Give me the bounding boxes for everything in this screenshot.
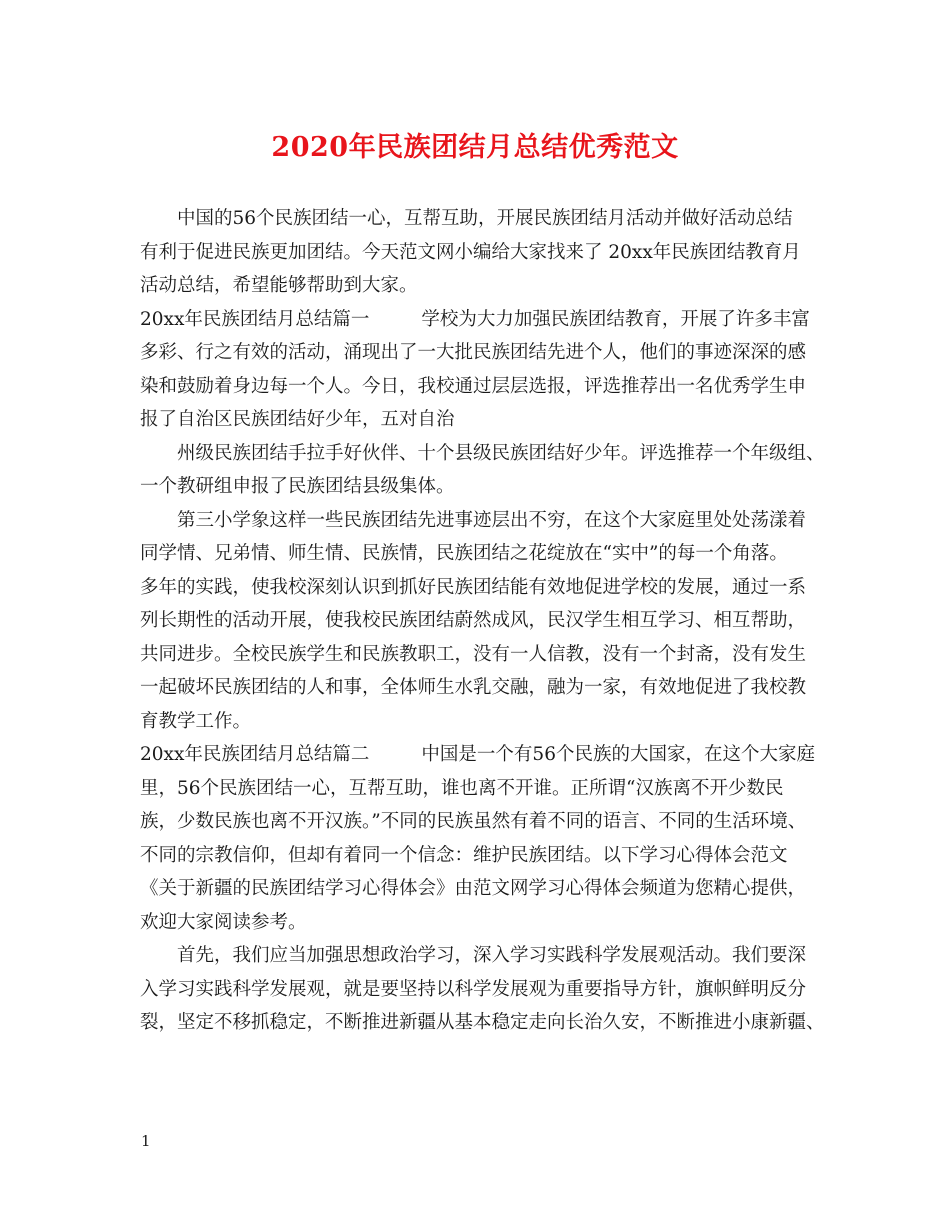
text-line: 里，56个民族团结一心，互帮互助，谁也离不开谁。正所谓“汉族离不开少数民 [140,777,784,799]
text-line: 学校为大力加强民族团结教育，开展了许多丰富 [421,308,810,330]
text-line: 活动总结，希望能够帮助到大家。 [140,275,418,296]
text-line: 共同进步。全校民族学生和民族教职工，没有一人信教，没有一个封斋，没有发生 [140,643,807,665]
text-line: 多年的实践，使我校深刻认识到抓好民族团结能有效地促进学校的发展，通过一系 [140,576,807,598]
text-line: 列长期性的活动开展，使我校民族团结蔚然成风，民汉学生相互学习、相互帮助， [140,610,807,631]
text-line: 欢迎大家阅读参考。 [140,911,307,933]
text-line: 中国是一个有56个民族的大国家，在这个大家庭 [421,744,815,765]
text-line: 一起破坏民族团结的人和事，全体师生水乳交融，融为一家，有效地促进了我校教 [140,677,807,698]
text-line: 第三小学象这样一些民族团结先进事迹层出不穷，在这个大家庭里处处荡漾着 [177,509,807,531]
section-heading-line [140,303,820,337]
text-line: 入学习实践科学发展观，就是要坚持以科学发展观为重要指导方针，旗帜鲜明反分 [140,978,807,1000]
text-line: 一个教研组申报了民族团结县级集体。 [140,476,455,497]
text-line: 育教学工作。 [140,710,252,732]
text-line: 多彩、行之有效的活动，涌现出了一大批民族团结先进个人，他们的事迹深深的感 [140,342,807,363]
text-line: 族，少数民族也离不开汉族。”不同的民族虽然有着不同的语言、不同的生活环境、 [140,811,807,832]
document-body [140,202,825,1040]
text-line: 染和鼓励着身边每一个人。今日，我校通过层层选报，评选推荐出一名优秀学生申 [140,375,807,397]
page-number: 1 [141,1132,151,1150]
text-line: 州级民族团结手拉手好伙伴、十个县级民族团结好少年。评选推荐一个年级组、 [177,442,825,464]
section-heading: 20xx年民族团结月总结篇一 [140,308,370,330]
text-line: 报了自治区民族团结好少年，五对自治 [140,409,455,430]
text-line: 首先，我们应当加强思想政治学习，深入学习实践科学发展观活动。我们要深 [177,945,807,966]
section-heading-line [140,738,820,772]
text-line: 不同的宗教信仰，但却有着同一个信念：维护民族团结。以下学习心得体会范文 [140,844,788,866]
section-heading: 20xx年民族团结月总结篇二 [140,744,370,765]
text-line: 同学情、兄弟情、师生情、民族情，民族团结之花绽放在“实中”的每一个角落。 [140,543,788,564]
text-line: 《关于新疆的民族团结学习心得体会》由范文网学习心得体会频道为您精心提供， [140,878,807,899]
text-line: 有利于促进民族更加团结。今天范文网小编给大家找来了 20xx年民族团结教育月 [140,241,801,263]
document-title: 2020年民族团结月总结优秀范文 [271,132,679,163]
text-line: 中国的56个民族团结一心，互帮互助，开展民族团结月活动并做好活动总结 [177,208,793,229]
text-line: 裂，坚定不移抓稳定，不断推进新疆从基本稳定走向长治久安，不断推进小康新疆、 [140,1012,825,1033]
